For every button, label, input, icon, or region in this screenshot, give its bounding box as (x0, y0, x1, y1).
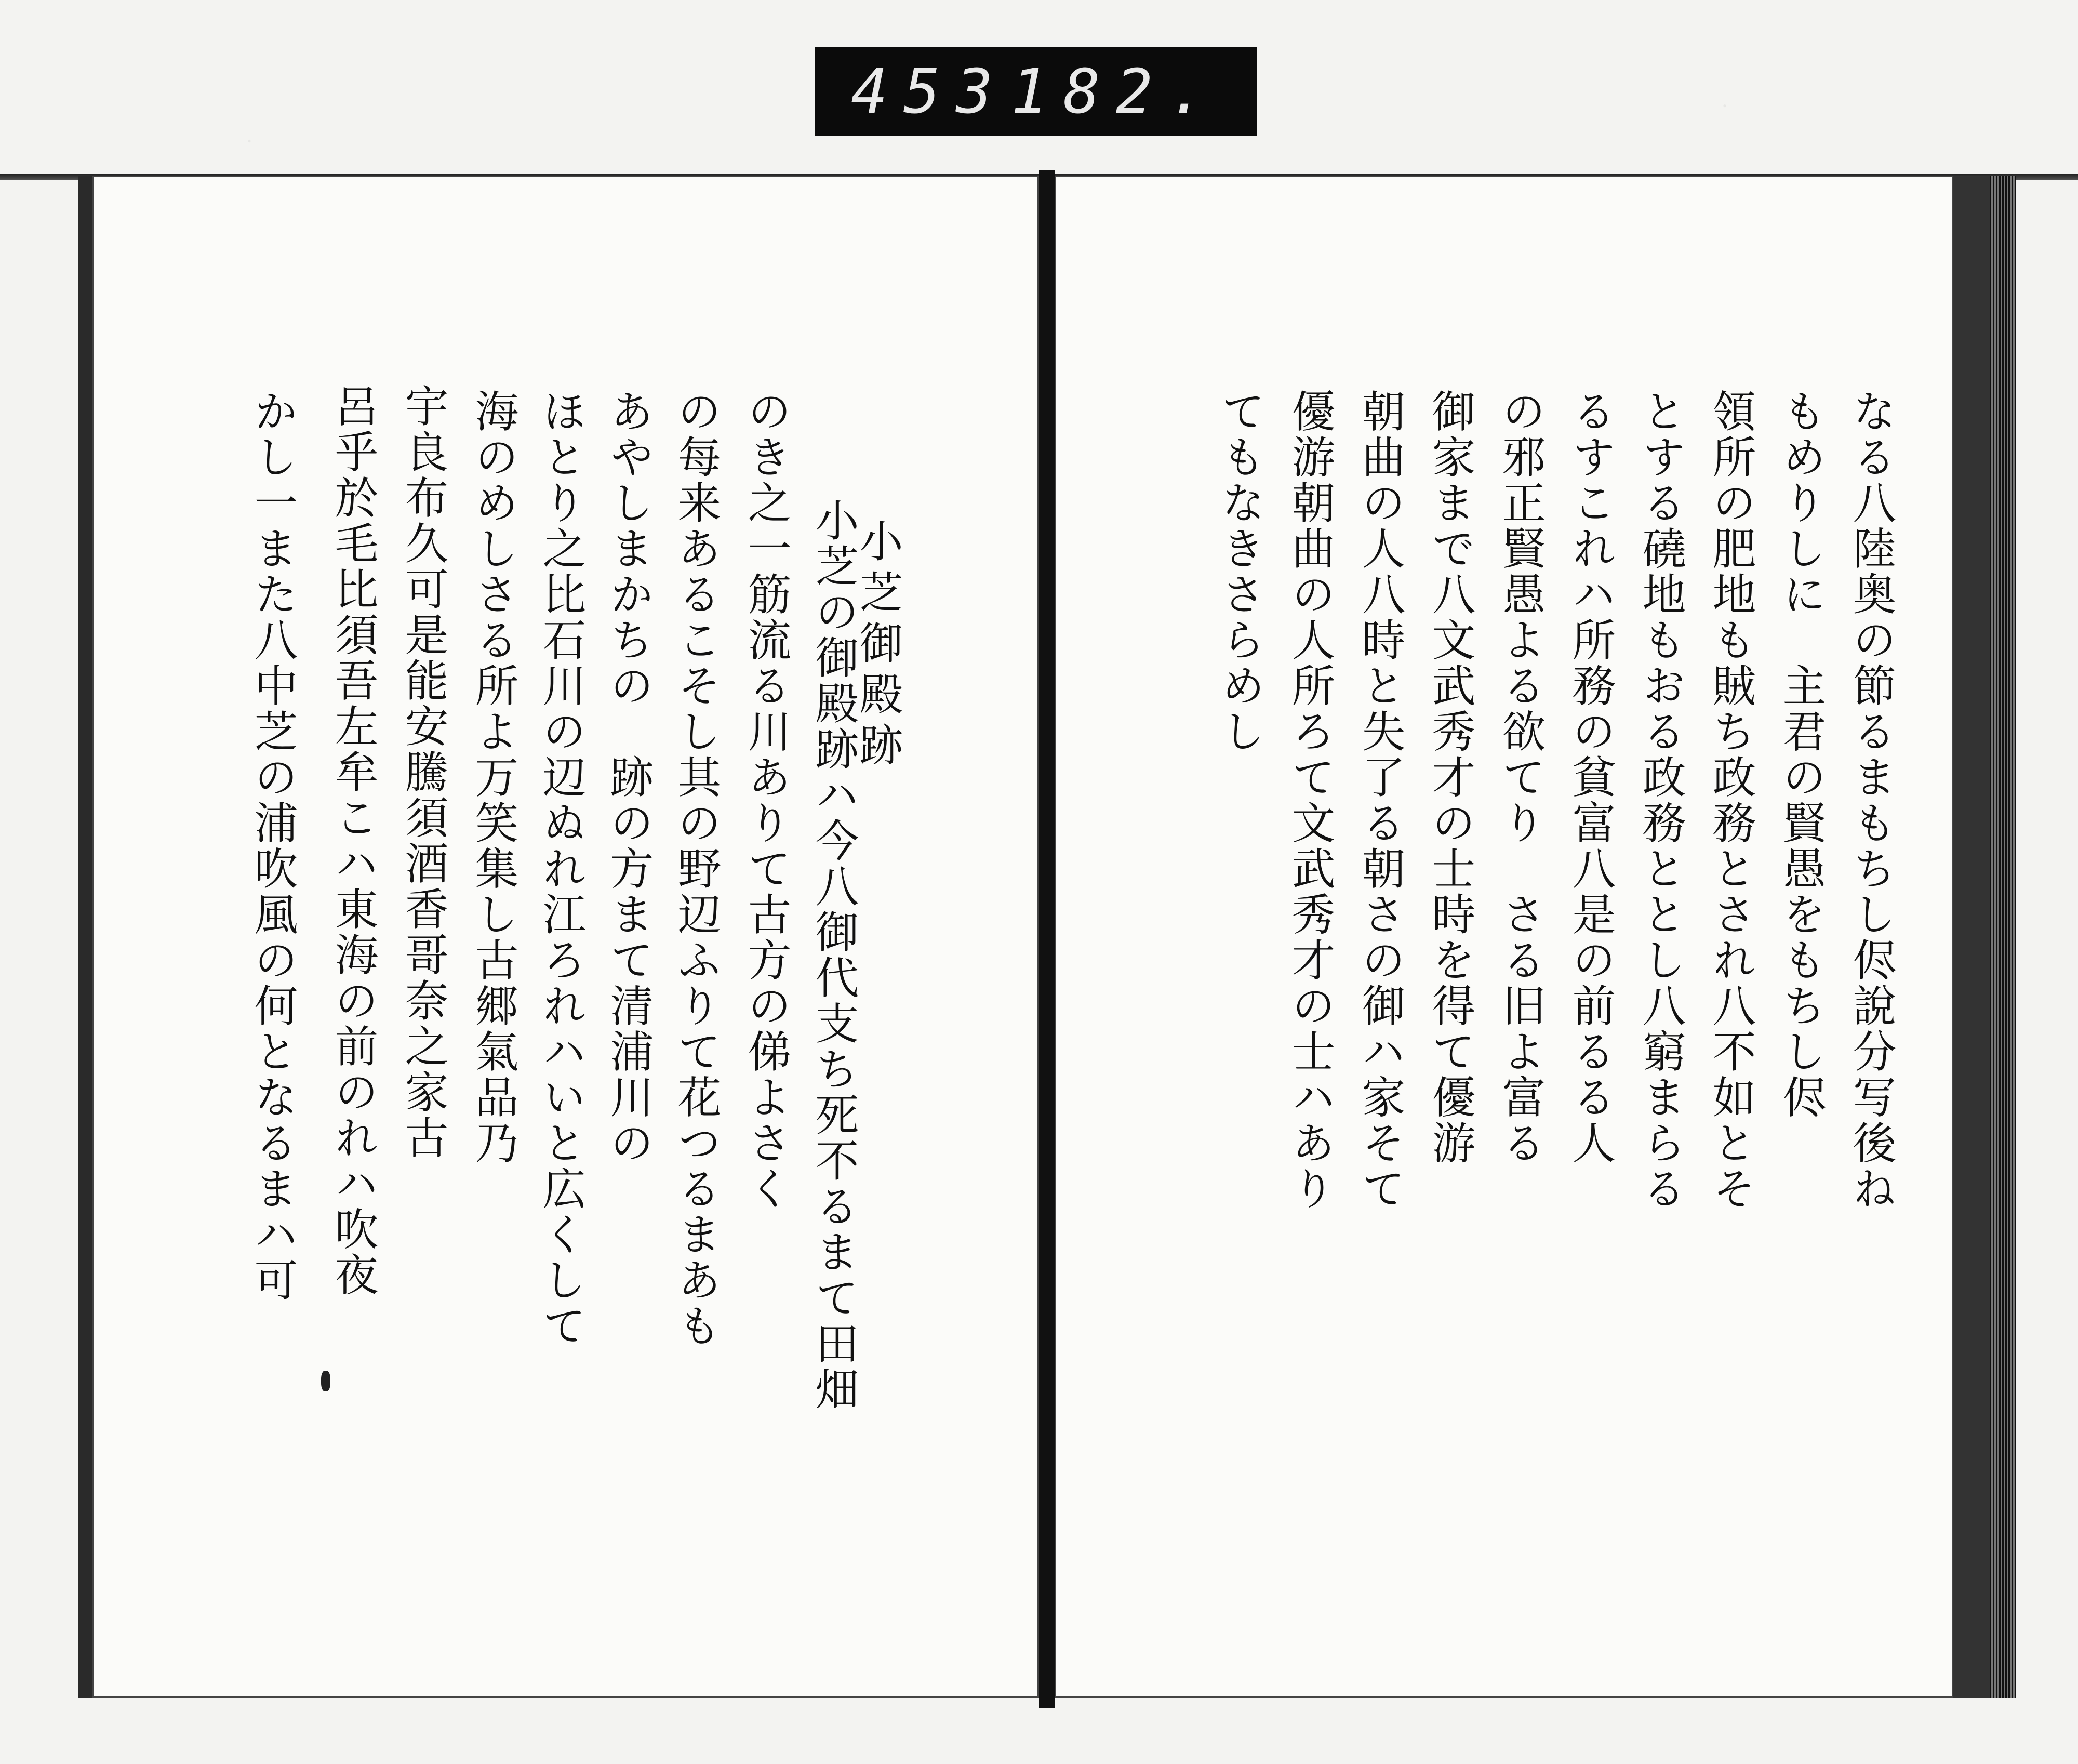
book-gutter (1039, 170, 1055, 1708)
right-page (1055, 176, 1990, 1698)
text-column: 海のめしさる所よ万笑集し古郷氣品乃 (468, 389, 519, 1166)
text-column: 宇良布久可是能安騰須酒香哥奈之家古 (398, 383, 449, 1161)
open-book (78, 176, 2010, 1698)
text-column: なる八陸奥の節るまもちし侭說分写後ね (1846, 389, 1897, 1212)
text-column: のき之一筋流る川ありて古方の俤よさく (741, 389, 792, 1212)
text-column: の邪正賢愚よる欲てり さる旧よ富る (1495, 389, 1546, 1166)
frame-number-label (815, 47, 1257, 136)
text-column: 領所の肥地も賊ち政務とされ八不如とそ (1706, 389, 1756, 1212)
text-column: 小芝の御殿跡ハ今八御代支ち死不るまて田畑 (808, 498, 859, 1412)
text-column: 呂乎於毛比須吾左牟こハ東海の前のれハ吹夜 (328, 383, 379, 1298)
text-column: ほとり之比石川の辺ぬれ江ろれハいと広くして (536, 389, 587, 1349)
text-column: 朝曲の人八時と失了る朝さの御ハ家そて (1355, 389, 1406, 1212)
frame-number-right: 182. (1010, 56, 1221, 127)
text-column: の每来あるこそし其の野辺ふりて花つるまあも (671, 389, 722, 1349)
text-column: てもなきさらめし (1215, 389, 1266, 754)
text-column: とする磽地もおる政務ととし八窮まらる (1635, 389, 1686, 1212)
text-column: あやしまかちの 跡の方まて清浦川の (603, 389, 654, 1166)
text-column: もめりしに 主君の賢愚をもちし侭 (1776, 389, 1827, 1120)
text-column: 優游朝曲の人所ろて文武秀才の士ハあり (1285, 389, 1336, 1212)
frame-number-left: 453 (851, 56, 1009, 127)
text-column: 御家まで八文武秀才の士時を得て優游 (1425, 389, 1476, 1166)
text-column: かし一また八中芝の浦吹風の何となるまハ可 (247, 389, 298, 1303)
ink-blot (321, 1371, 330, 1391)
section-heading: 小芝御殿跡 (852, 519, 903, 773)
left-page (78, 176, 1039, 1698)
text-column: るすこれハ所務の貧富八是の前るる人 (1565, 389, 1616, 1166)
